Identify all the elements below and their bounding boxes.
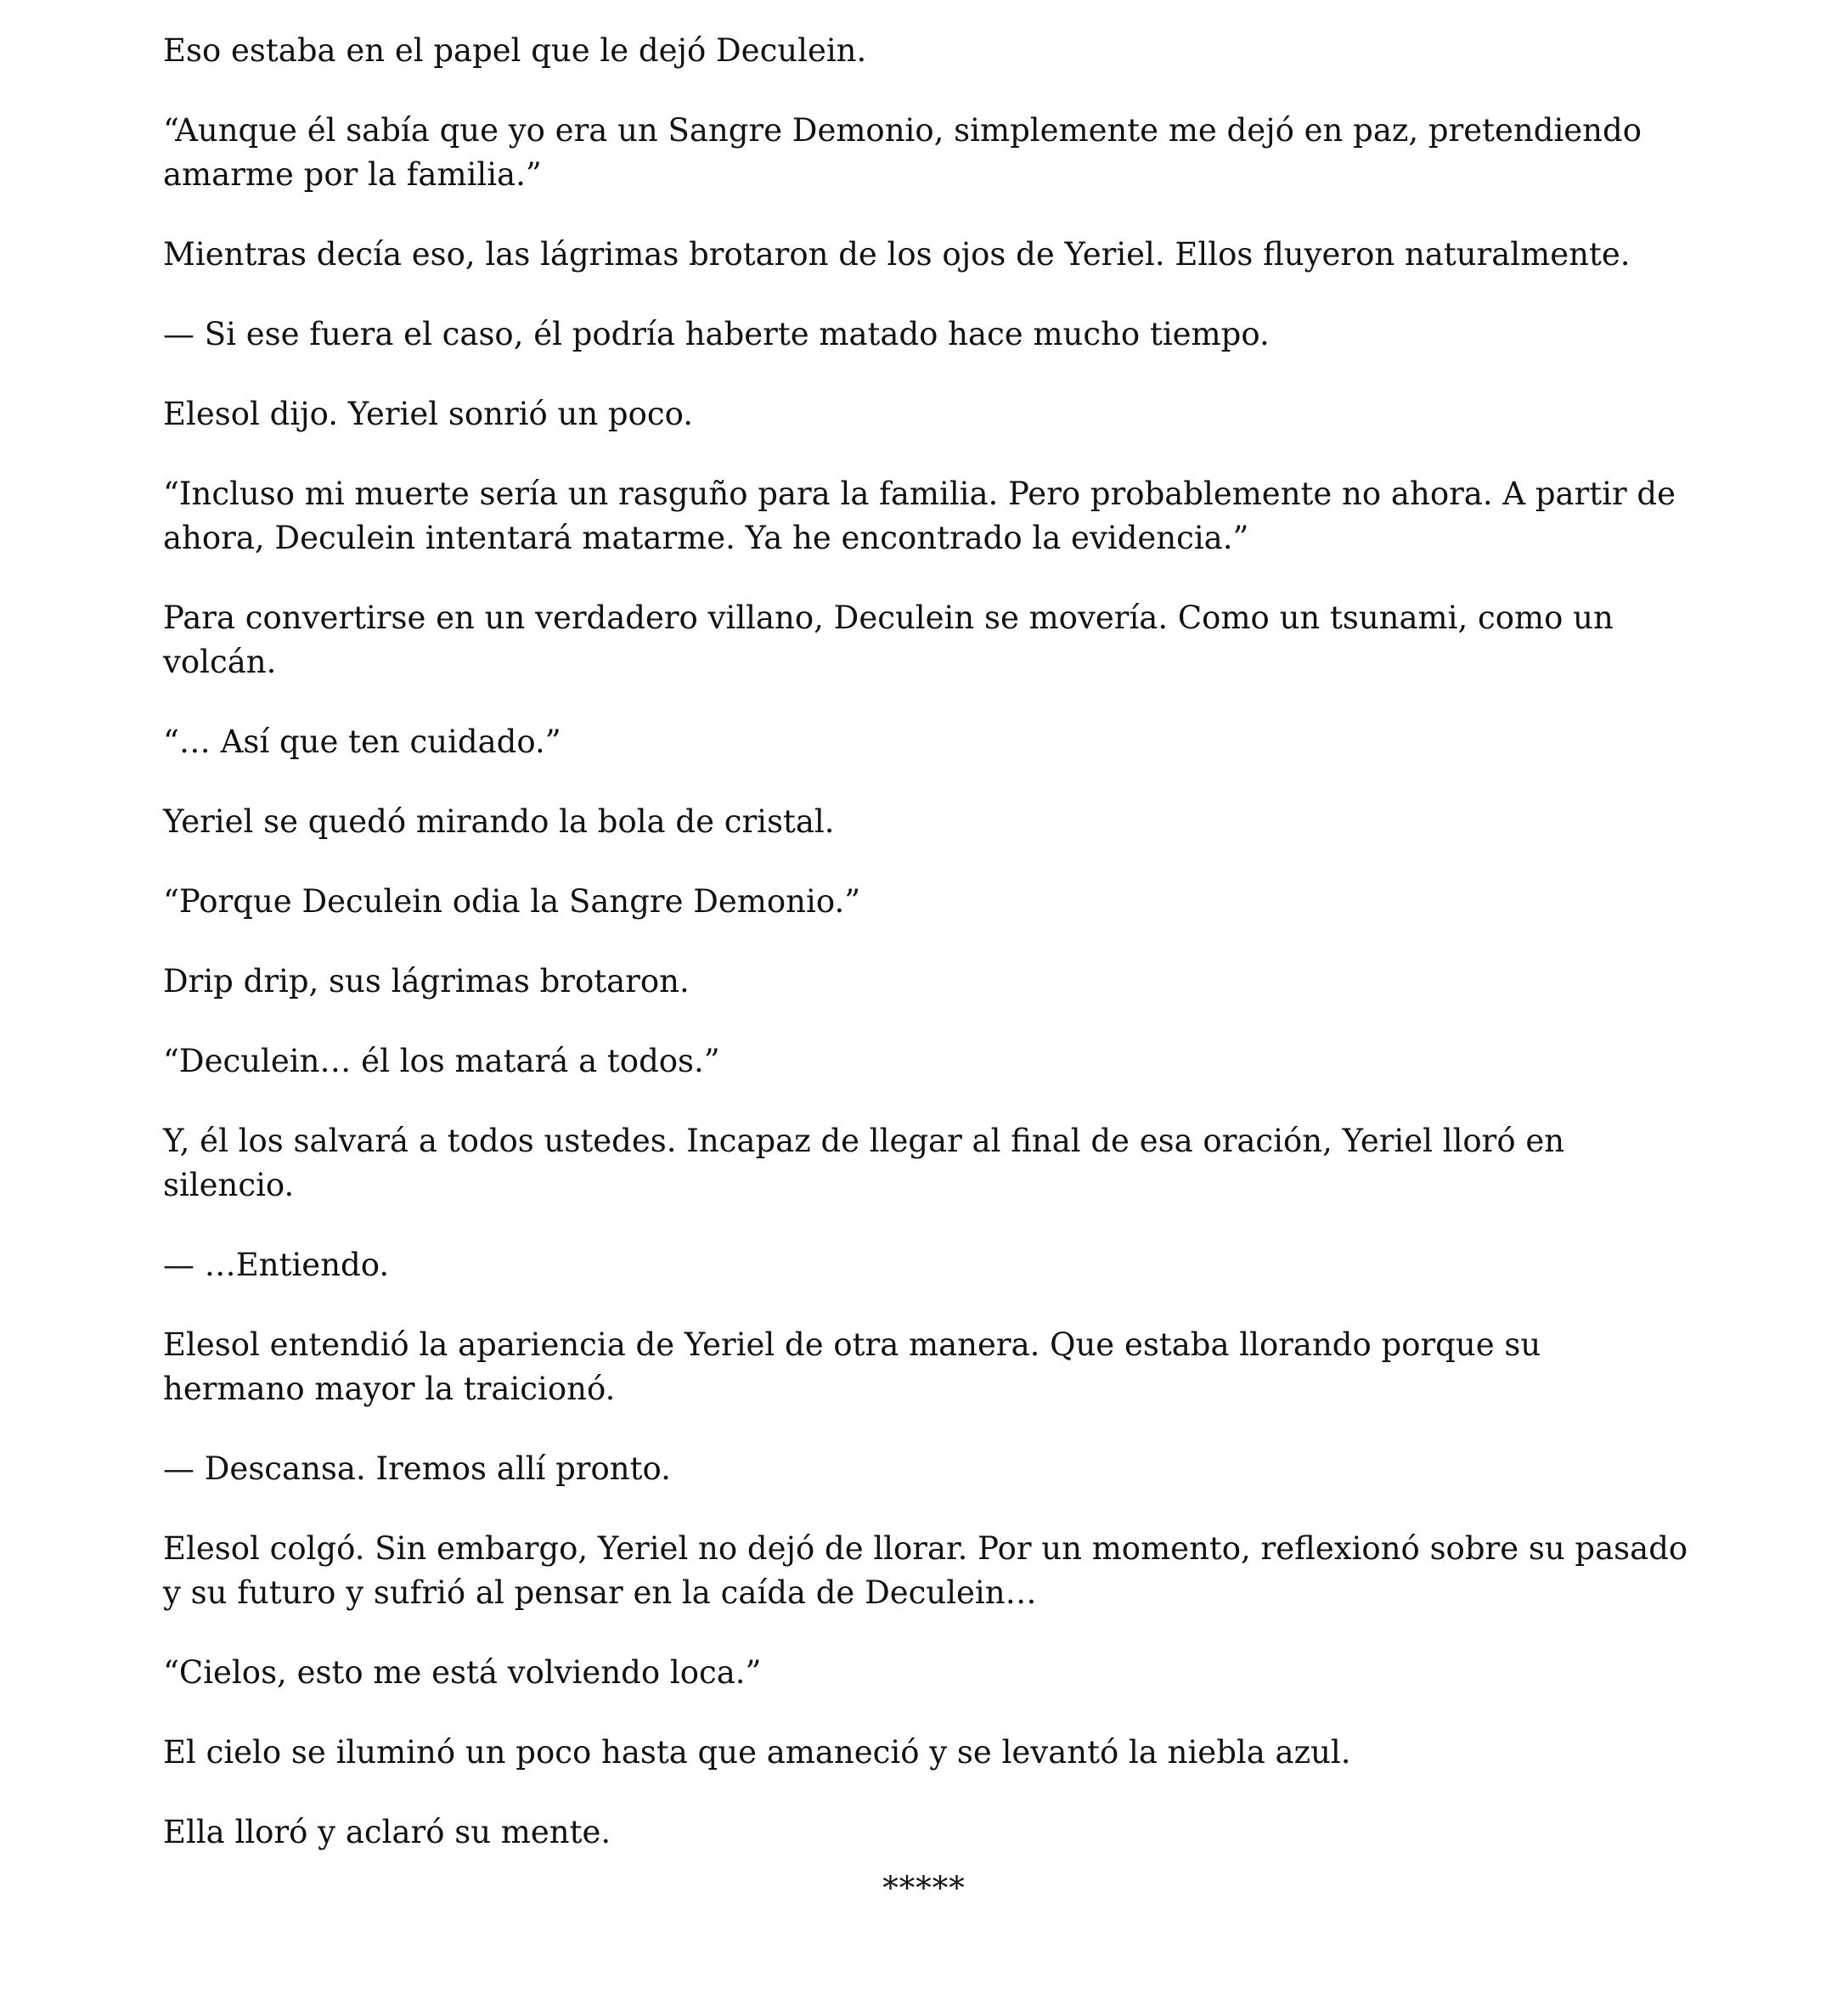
paragraph: Yeriel se quedó mirando la bola de cristal. [163,803,835,840]
paragraph: Drip drip, sus lágrimas brotaron. [163,963,690,1000]
section-separator: ***** [882,1870,966,1906]
paragraph: Mientras decía eso, las lágrimas brotaron de los ojos de Yeriel. Ellos fluyeron naturalmente. [163,236,1631,273]
paragraph: “… Así que ten cuidado.” [163,724,561,760]
paragraph: Para convertirse en un verdadero villano, Deculein se movería. Como un tsunami, como un volcán. [163,600,1614,680]
paragraph: “Porque Deculein odia la Sangre Demonio.” [163,883,861,920]
paragraph: — Descansa. Iremos allí pronto. [163,1450,671,1487]
paragraph: “Cielos, esto me está volviendo loca.” [163,1654,762,1691]
paragraph: Y, él los salvará a todos ustedes. Incapaz de llegar al final de esa oración, Yeriel lloró en silencio. [163,1123,1565,1203]
paragraph: “Deculein… él los matará a todos.” [163,1043,720,1079]
paragraph: — …Entiendo. [163,1247,390,1283]
paragraph: Ella lloró y aclaró su mente. [163,1814,611,1850]
paragraph: “Incluso mi muerte sería un rasguño para la familia. Pero probablemente no ahora. A partir de ahora, Deculein intentará matarme. Ya he encontrado la evidencia.” [163,476,1676,556]
paragraph: — Si ese fuera el caso, él podría haberte matado hace mucho tiempo. [163,316,1270,352]
document-body [163,29,1692,1890]
paragraph: Elesol dijo. Yeriel sonrió un poco. [163,396,693,432]
paragraph: Eso estaba en el papel que le dejó Deculein. [163,32,867,69]
paragraph: “Aunque él sabía que yo era un Sangre Demonio, simplemente me dejó en paz, pretendiendo amarme por la familia.” [163,112,1642,193]
paragraph: Elesol colgó. Sin embargo, Yeriel no dejó de llorar. Por un momento, reflexionó sobre su pasado y su futuro y sufrió al pensar en la caída de Deculein… [163,1530,1688,1611]
paragraph: Elesol entendió la apariencia de Yeriel de otra manera. Que estaba llorando porque su hermano mayor la traicionó. [163,1326,1541,1407]
paragraph: El cielo se iluminó un poco hasta que amaneció y se levantó la niebla azul. [163,1734,1351,1771]
